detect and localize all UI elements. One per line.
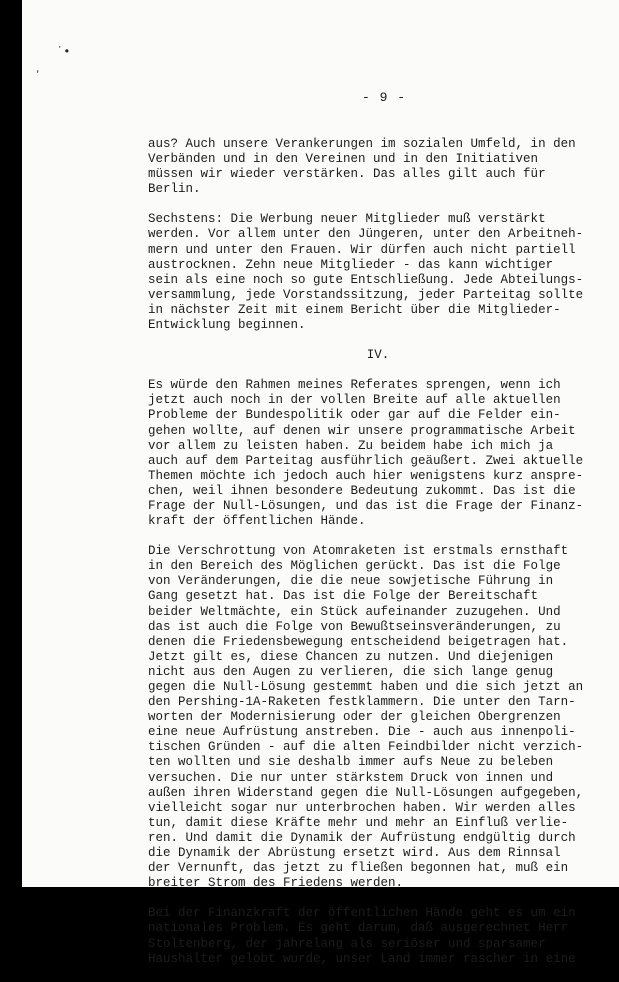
text-line: breiter Strom des Friedens werden. <box>148 876 404 891</box>
text-line: beider Weltmächte, ein Stück aufeinander zuzugehen. Und <box>148 604 561 619</box>
text-line: Bei der Finanzkraft der öffentlichen Hände geht es um ein <box>148 906 576 921</box>
body-text <box>148 137 608 982</box>
text-line: vor allem zu leisten haben. Zu beidem habe ich mich ja <box>148 438 554 453</box>
scan-speck: ʼ <box>34 69 42 83</box>
page-number: - 9 - <box>362 90 407 105</box>
text-line: Verbänden und in den Vereinen und in den Initiativen <box>148 152 539 167</box>
text-line: aus? Auch unsere Verankerungen im sozialen Umfeld, in den <box>148 137 576 151</box>
text-line: das ist auch die Folge von Bewußtseinsveränderungen, zu <box>148 619 561 634</box>
text-line: der Vernunft, das jetzt zu fließen begonnen hat, muß ein <box>148 861 569 876</box>
text-line: eine neue Aufrüstung anstreben. Die - auch aus innenpoli- <box>148 725 576 740</box>
text-line: müssen wir wieder verstärken. Das alles gilt auch für <box>148 167 546 182</box>
text-line: vielleicht sogar nur unterbrochen haben. Wir werden alles <box>148 800 576 815</box>
text-line: Berlin. <box>148 182 201 197</box>
text-line: werden. Vor allem unter den Jüngeren, unter den Arbeitneh- <box>148 227 584 242</box>
text-line: Entwicklung beginnen. <box>148 318 306 333</box>
section-heading: IV. <box>366 348 390 363</box>
text-line: Themen möchte ich jedoch auch hier wenigstens kurz anspre- <box>148 468 584 483</box>
text-line: ren. Und damit die Dynamik der Aufrüstung endgültig durch <box>148 830 576 845</box>
text-line: chen, weil ihnen besondere Bedeutung zukommt. Das ist die <box>148 483 576 498</box>
text-line: von Veränderungen, die die neue sowjetische Führung in <box>148 574 554 589</box>
text-line: tun, damit diese Kräfte mehr und mehr an Einfluß verlie- <box>148 815 569 830</box>
text-line: Es würde den Rahmen meines Referates sprengen, wenn ich <box>148 378 561 393</box>
paragraph <box>148 544 608 891</box>
text-line: gegen die Null-Lösung gestemmt haben und die sich jetzt an <box>148 680 584 694</box>
text-line: kraft der öffentlichen Hände. <box>148 514 366 529</box>
text-line: mern und unter den Frauen. Wir dürfen auch nicht partiell <box>148 242 576 257</box>
text-line: außen ihren Widerstand gegen die Null-Lösungen aufgegeben, <box>148 785 584 800</box>
text-line: Gang gesetzt hat. Das ist die Folge der Bereitschaft <box>148 589 539 604</box>
document-page <box>22 0 619 966</box>
scan-speck: ˙• <box>56 45 71 59</box>
text-line: versammlung, jede Vorstandssitzung, jeder Parteitag sollte <box>148 287 584 302</box>
text-line: gehen wollte, auf denen wir unsere programmatische Arbeit <box>148 423 576 438</box>
text-line: den Pershing-1A-Raketen festklammern. Die unter den Tarn- <box>148 695 576 710</box>
text-line: versuchen. Die nur unter stärkstem Druck von innen und <box>148 770 554 785</box>
text-line: in nächster Zeit mit einem Bericht über die Mitglieder- <box>148 302 561 317</box>
paragraph <box>148 137 608 197</box>
text-line: Probleme der Bundespolitik oder gar auf die Felder ein- <box>148 408 561 423</box>
text-line: in den Bereich des Möglichen gerückt. Das ist die Folge <box>148 559 561 574</box>
paragraph <box>148 906 608 966</box>
text-line: ten wollten und sie deshalb immer aufs Neue zu beleben <box>148 755 554 770</box>
paragraph <box>148 212 608 333</box>
text-line: nicht aus den Augen zu verlieren, die sich lange genug <box>148 664 554 679</box>
text-line: die Dynamik der Abrüstung ersetzt wird. Aus dem Rinnsal <box>148 846 561 861</box>
text-line: tischen Gründen - auf die alten Feindbilder nicht verzich- <box>148 740 584 755</box>
text-line: Frage der Null-Lösungen, und das ist die Frage der Finanz- <box>148 498 584 513</box>
text-line: Jetzt gilt es, diese Chancen zu nutzen. Und diejenigen <box>148 649 554 664</box>
text-line: worten der Modernisierung oder der gleichen Obergrenzen <box>148 710 561 725</box>
text-line: Sechstens: Die Werbung neuer Mitglieder muß verstärkt <box>148 212 546 227</box>
text-line: sein als eine noch so gute Entschließung. Jede Abteilungs- <box>148 272 584 287</box>
text-line: austrocknen. Zehn neue Mitglieder - das kann wichtiger <box>148 257 554 272</box>
paragraph <box>148 378 608 529</box>
text-line: Haushälter gelobt wurde, unser Land immer rascher in eine <box>148 951 576 966</box>
text-line: nationales Problem. Es geht darum, daß ausgerechnet Herr <box>148 921 569 936</box>
text-line: denen die Friedensbewegung entscheidend beigetragen hat. <box>148 634 569 649</box>
text-line: Die Verschrottung von Atomraketen ist erstmals ernsthaft <box>148 544 569 559</box>
text-line: auch auf dem Parteitag ausführlich geäußert. Zwei aktuelle <box>148 453 584 468</box>
text-line: Stoltenberg, der jahrelang als seriöser und sparsamer <box>148 936 546 951</box>
text-line: jetzt auch noch in der vollen Breite auf alle aktuellen <box>148 393 561 408</box>
